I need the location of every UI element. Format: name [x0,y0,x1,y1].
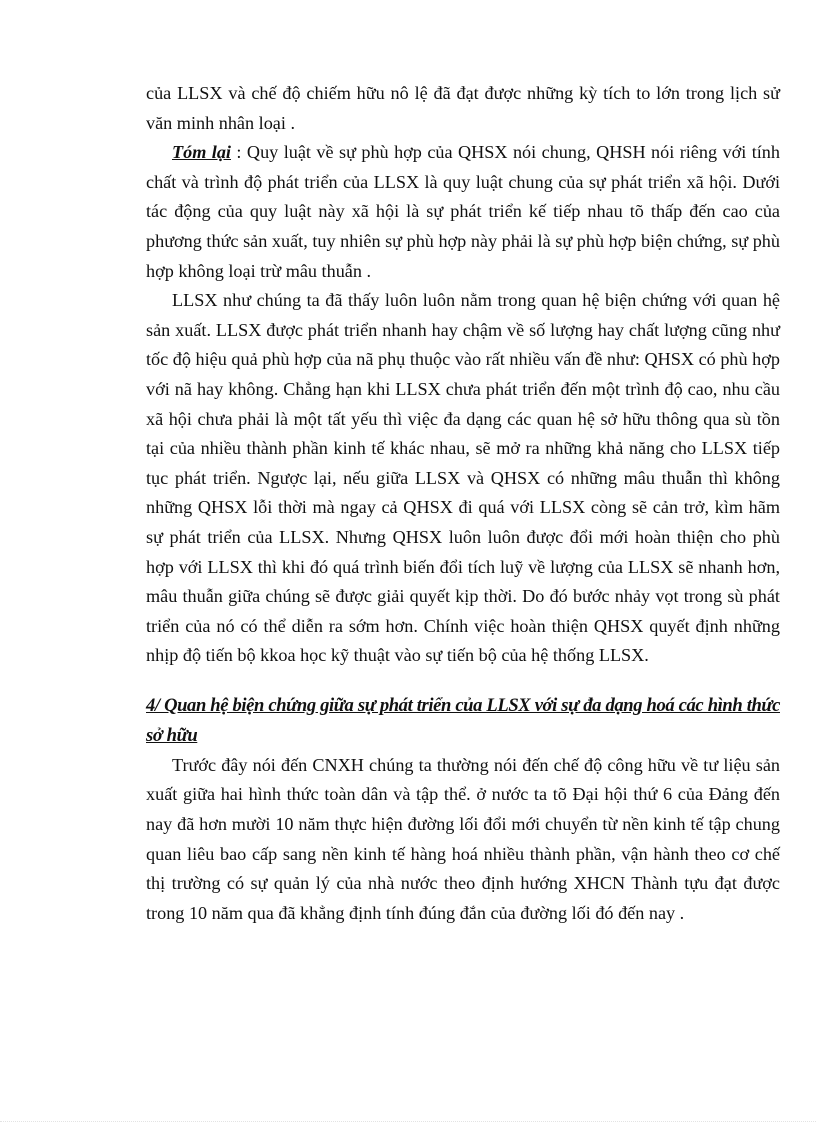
paragraph-llsx: LLSX như chúng ta đã thấy luôn luôn nằm trong quan hệ biện chứng với quan hệ sản xuất. LLSX được phát triển nhanh hay chậm về số lượng hay chất lượng cũng như tốc độ hiệu quả phù hợp của nã phụ thuộc vào rất nhiều vấn đề như: QHSX có phù hợp với nã hay không. Chẳng hạn khi LLSX chưa phát triển đến một trình độ cao, nhu cầu xã hội chưa phải là một tất yếu thì việc đa dạng các quan hệ sở hữu thông qua sù tồn tại của nhiều thành phần kinh tế khác nhau, sẽ mở ra những khả năng cho LLSX tiếp tục phát triển. Ngược lại, nếu giữa LLSX và QHSX có những mâu thuẫn thì không những QHSX lỗi thời mà ngay cả QHSX đi quá với LLSX còng sẽ cản trở, kìm hãm sự phát triển của LLSX. Nhưng QHSX luôn luôn được đổi mới hoàn thiện cho phù hợp với LLSX thì khi đó quá trình biến đổi tích luỹ về lượng của LLSX sẽ nhanh hơn, mâu thuẫn giữa chúng sẽ được giải quyết kịp thời. Do đó bước nhảy vọt trong sù phát triển của nó có thể diễn ra sớm hơn. Chính việc hoàn thiện QHSX quyết định những nhịp độ tiến bộ kkoa học kỹ thuật vào sự tiến bộ của hệ thống LLSX. [146,290,780,666]
section-heading: 4/ Quan hệ biện chứng giữa sự phát triển của LLSX với sự đa dạng hoá các hình thức sở hữu [146,694,780,746]
summary-colon: : [231,142,242,163]
paragraph-summary [146,138,780,286]
document-page [146,79,780,928]
page-bottom-border [0,1121,816,1122]
paragraph-continuation: của LLSX và chế độ chiếm hữu nô lệ đã đạt được những kỳ tích to lớn trong lịch sử văn minh nhân loại . [146,83,780,133]
paragraph-cnxh: Trước đây nói đến CNXH chúng ta thường nói đến chế độ công hữu về tư liệu sản xuất giữa hai hình thức toàn dân và tập thể. ở nước ta tõ Đại hội thứ 6 của Đảng đến nay đã hơn mười 10 năm thực hiện đường lối đổi mới chuyển từ nền kinh tế tập chung quan liêu bao cấp sang nền kinh tế hàng hoá nhiều thành phần, vận hành theo cơ chế thị trường có sự quản lý của nhà nước theo định hướng XHCN Thành tựu đạt được trong 10 năm qua đã khẳng định tính đúng đắn của đường lối đó đến nay . [146,754,780,923]
summary-body: Quy luật về sự phù hợp của QHSX nói chung, QHSH nói riêng với tính chất và trình độ phát triển của LLSX là quy luật chung của sự phát triển xã hội. Dưới tác động của quy luật này xã hội là sự phát triển kế tiếp nhau tõ thấp đến cao của phương thức sản xuất, tuy nhiên sự phù hợp này phải là sự phù hợp biện chứng, sự phù hợp không loại trừ mâu thuẫn . [146,142,780,281]
summary-lead: Tóm lại [172,142,231,163]
